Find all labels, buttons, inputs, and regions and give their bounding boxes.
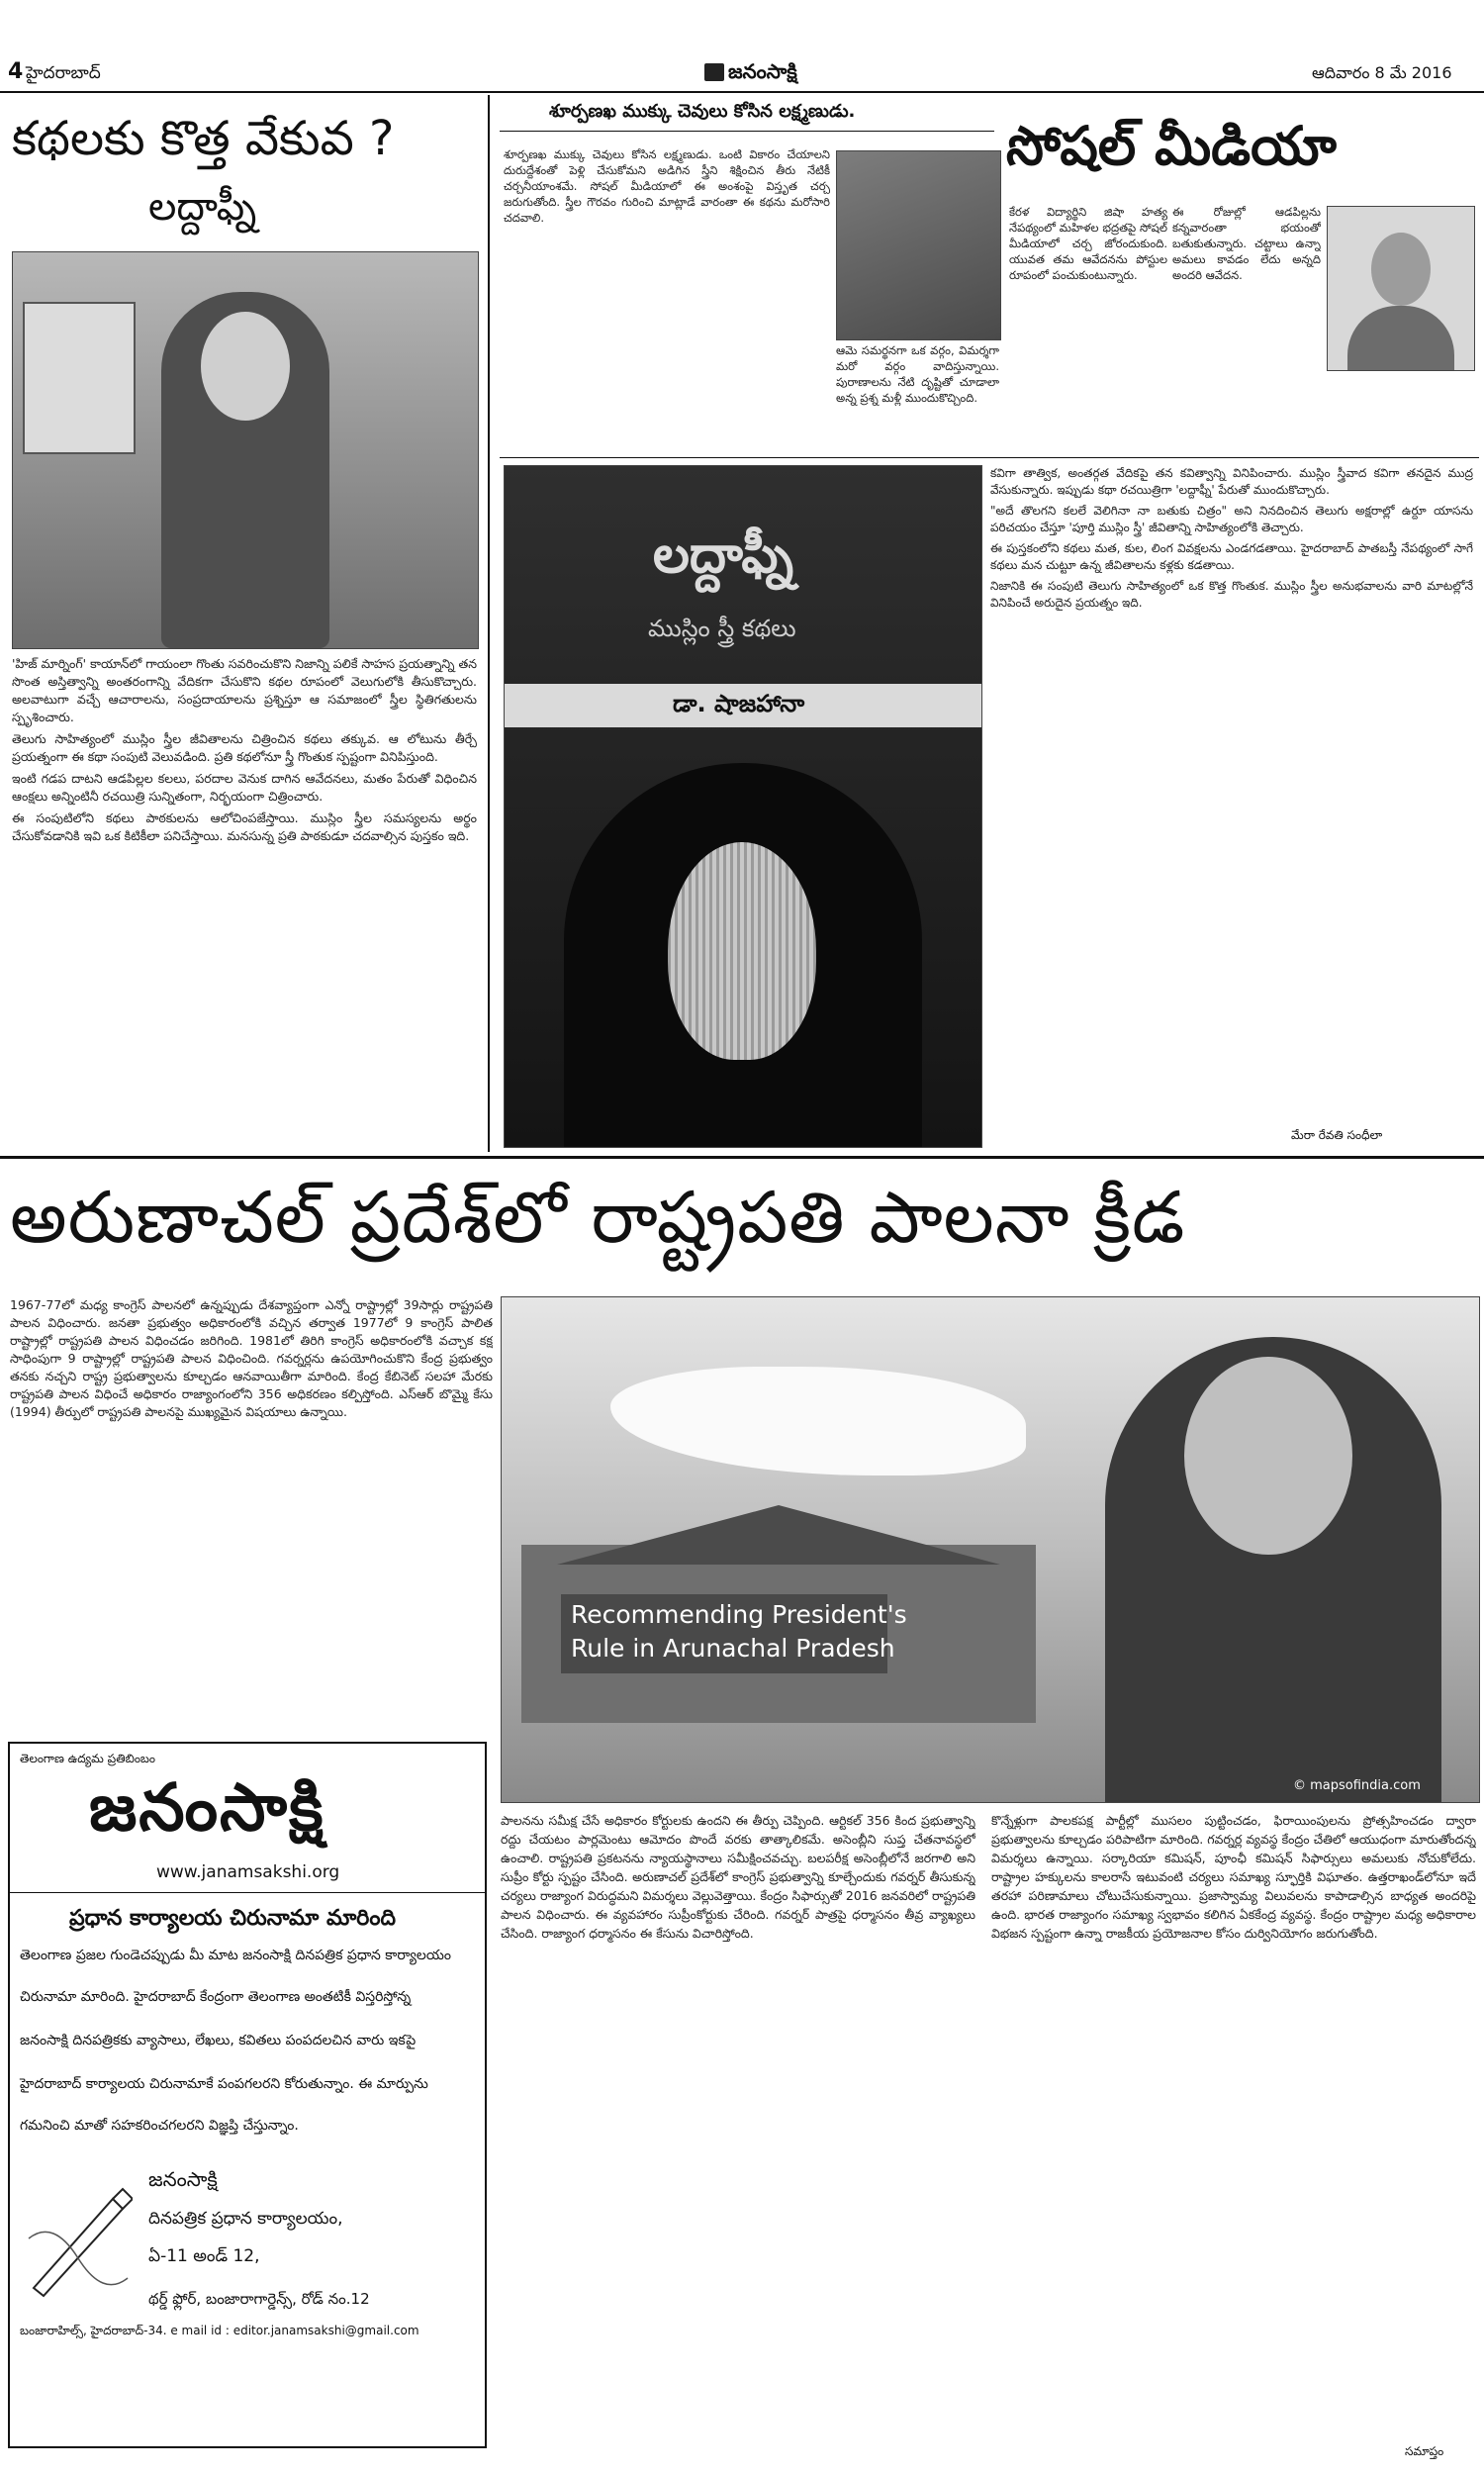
columnist-portrait (1327, 206, 1475, 371)
masthead: జనంసాక్షి (728, 59, 797, 83)
ramayana-illustration (836, 150, 1001, 340)
ad-logo: జనంసాక్షి (89, 1769, 325, 1846)
page-header (0, 0, 1484, 84)
main-headline: అరుణాచల్ ప్రదేశ్‌లో రాష్ట్రపతి పాలనా క్రీడ (10, 1176, 1186, 1259)
section-divider (0, 1156, 1484, 1159)
ad-address-line: దినపత్రిక ప్రధాన కార్యాలయం, (148, 2209, 343, 2229)
header-rule (0, 91, 1484, 93)
ad-notice-line: గమనించి మాతో సహకరించగలరని విజ్ఞప్తి చేస్తున్నాం. (20, 2118, 299, 2134)
story-column: శూర్పణఖ ముక్కు చెవులు కోసిన లక్ష్మణుడు. ఒంటి వికారం చేయాలని దురుద్దేశంతో పెళ్లి చేసుకోమని అడిగిన స్త్రీని శిక్షించిన తీరు నేటికీ చర్చనీయాంశమే. సోషల్ మీడియాలో ఈ అంశంపై విస్తృత చర్చ జరుగుతోంది. స్త్రీల గౌరవం గురించి మాట్లాడే వారంతా ఈ కథను మరోసారి చదవాలి. (504, 147, 830, 225)
janamsakshi-ad (8, 1742, 487, 2448)
story-byline: లద్దాఫ్నీ (148, 184, 257, 230)
masthead-icon (704, 63, 724, 81)
photo-caption: Recommending President's (571, 1600, 907, 1629)
book-title: లద్దాఫ్నీ (653, 525, 794, 585)
ad-notice-line: హైదరాబాద్ కార్యాలయ చిరునామాకే పంపగలరని కోరుతున్నాం. ఈ మార్పును (20, 2076, 428, 2092)
ad-notice-line: చిరునామా మారింది. హైదరాబాద్ కేంద్రంగా తెలంగాణ అంతటికీ విస్తరిస్తోన్న (20, 1989, 412, 2005)
map-silhouette (610, 1367, 1026, 1475)
paragraph: ఇంటి గడప దాటని ఆడపిల్లల కలలు, పరదాల వెనుక దాగిన ఆవేదనలు, మతం పేరుతో విధించిన ఆంక్షలు అన్నింటినీ రచయిత్రి సున్నితంగా, నిర్భయంగా చిత్రించారు. (12, 771, 477, 804)
paragraph: తెలుగు సాహిత్యంలో ముస్లిం స్త్రీల జీవితాలను చిత్రించిన కథలు తక్కువ. ఆ లోటును తీర్చే ప్రయత్నంగా ఈ కథా సంపుటి వెలువడింది. ప్రతి కథలోనూ స్త్రీ గొంతుక స్పష్టంగా వినిపిస్తుంది. (12, 731, 477, 764)
president-photo (501, 1296, 1480, 1803)
story-column: కేరళ విద్యార్థిని జిషా హత్య నేపథ్యంలో మహిళల భద్రతపై సోషల్ మీడియాలో చర్చ జోరందుకుంది. యువత తమ ఆవేదనను పోస్టుల రూపంలో పంచుకుంటున్నారు. (1009, 205, 1167, 282)
photo-caption: Rule in Arunachal Pradesh (571, 1634, 895, 1663)
paragraph: నిజానికి ఈ సంపుటి తెలుగు సాహిత్యంలో ఒక కొత్త గొంతుక. ముస్లిం స్త్రీల అనుభవాలను వారి మాటల్లోనే వినిపించే అరుదైన ప్రయత్నం ఇది. (990, 579, 1473, 610)
author-photo-shelf (23, 302, 136, 454)
paragraph: కవిగా తాత్విక, అంతర్గత వేదికపై తన కవిత్వాన్ని వినిపించారు. ముస్లిం స్త్రీవాద కవిగా తనదైన ముద్ర వేసుకున్నారు. ఇప్పుడు కథా రచయిత్రిగా 'లద్దాఫ్నీ' పేరుతో ముందుకొచ్చారు. (990, 466, 1473, 497)
paragraph: 'హిజ్ మార్నింగ్' కాయాన్‌లో గాయంలా గొంతు సవరించుకొని నిజాన్ని పలికే సాహస ప్రయత్నాన్ని తన సొంత అస్తిత్వాన్ని అంతరంగాన్ని వేదికగా చేసుకొని కథల రూపంలో వెలుగులోకి తీసుకొచ్చారు. అలవాటుగా వచ్చే ఆచారాలను, సంప్రదాయాలను ప్రశ్నిస్తూ ఆ సమాజంలో స్త్రీల స్థితిగతులను స్పృశించారు. (12, 656, 477, 724)
ad-address-line: బంజారాహిల్స్, హైదరాబాద్-34. e mail id : editor.janamsakshi@gmail.com (20, 2324, 419, 2337)
page-number: 4 (8, 59, 24, 84)
ad-address-line: థర్డ్ ఫ్లోర్, బంజారాగార్డెన్స్, రోడ్ నం.12 (148, 2290, 370, 2308)
ad-address-name: జనంసాక్షి (148, 2167, 218, 2191)
paragraph: "అదే తొలగని కలలే వెలిగినా నా బతుకు చిత్రం" అని నినదించిన తెలుగు అక్షరాల్లో ఉర్దూ యాసను పరిచయం చేస్తూ 'పూర్తి ముస్లిం స్త్రీ' జీవితాన్ని సాహిత్యంలోకి తెచ్చారు. (990, 504, 1473, 534)
kicker-rule (500, 131, 994, 132)
main-column: కొన్నేళ్లుగా పాలకపక్ష పార్టీల్లో ముసలం పుట్టించడం, ఫిరాయింపులను ప్రోత్సహించడం ద్వారా ప్రభుత్వాలను కూల్చడం పరిపాటిగా మారింది. గవర్నర్ల వ్యవస్థ కేంద్రం చేతిలో ఆయుధంగా మారుతోందన్న విమర్శలు ఉన్నాయి. సర్కారియా కమిషన్, పూంఛీ కమిషన్ సిఫార్సులు అమలుకు నోచుకోలేదు. రాష్ట్రాల హక్కులను కాలరాసే ఇటువంటి చర్యలు సమాఖ్య స్ఫూర్తికి విఘాతం. ఉత్తరాఖండ్‌లోనూ ఇదే తరహా పరిణామాలు చోటుచేసుకున్నాయి. ప్రజాస్వామ్య విలువలను కాపాడాల్సిన బాధ్యత అందరిపై ఉంది. భారత రాజ్యాంగం సమాఖ్య స్వభావం కలిగిన ఏకకేంద్ర వ్యవస్థ. కేంద్రం రాష్ట్రాల మధ్య అధికారాల విభజన స్పష్టంగా ఉన్నా రాజకీయ ప్రయోజనాల కోసం దుర్వినియోగం జరుగుతోంది. (991, 1813, 1476, 1941)
story-title: కథలకు కొత్త వేకువ ? (12, 111, 395, 166)
review-byline: మేరా రేవతి సంధీలా (1291, 1128, 1383, 1142)
ad-address-line: ఏ-11 అండ్ 12, (148, 2246, 260, 2266)
book-cover-photo (504, 465, 982, 1148)
ad-notice-line: తెలంగాణ ప్రజల గుండెచప్పుడు మీ మాట జనంసాక్షి దినపత్రిక ప్రధాన కార్యాలయం (20, 1948, 451, 1963)
review-body (990, 465, 1473, 1118)
ad-rule (10, 1892, 485, 1893)
ad-notice-title: ప్రధాన కార్యాలయ చిరునామా మారింది (69, 1906, 397, 1931)
column-divider (488, 95, 490, 1152)
edition-label: హైదరాబాద్ (26, 63, 101, 83)
ad-tagline: తెలంగాణ ఉద్యమ ప్రతిబింబం (20, 1752, 156, 1765)
story-kicker: శూర్పణఖ ముక్కు చెవులు కోసిన లక్ష్మణుడు. (549, 101, 856, 122)
story-column: ఆమె సమర్థనగా ఒక వర్గం, విమర్శగా మరో వర్గం వాదిస్తున్నాయి. పురాణాలను నేటి దృష్టితో చూడాలా అన్న ప్రశ్న మళ్లీ ముందుకొచ్చింది. (836, 343, 999, 405)
story-title: సోషల్ మీడియా (1006, 115, 1337, 177)
end-mark: సమాప్తం (1405, 2444, 1444, 2458)
book-subtitle: ముస్లిం స్త్రీ కథలు (648, 615, 796, 642)
author-photo-face (201, 312, 290, 421)
pen-illustration-icon (24, 2179, 133, 2298)
issue-date: ఆదివారం 8 మే 2016 (1312, 63, 1452, 82)
book-story-left (0, 95, 485, 1154)
president-face (1184, 1357, 1352, 1555)
paragraph: ఈ సంపుటిలోని కథలు పాఠకులను ఆలోచింపజేస్తాయి. ముస్లిం స్త్రీల సమస్యలను అర్థం చేసుకోవడానికి ఇవి ఒక కిటికీలా పనిచేస్తాయి. మనసున్న ప్రతి పాఠకుడూ చదవాల్సిన పుస్తకం ఇది. (12, 810, 477, 843)
section-rule (500, 457, 1479, 458)
book-author: డా. షాజహానా (673, 690, 805, 717)
main-column: పాలనను సమీక్ష చేసే అధికారం కోర్టులకు ఉందని ఈ తీర్పు చెప్పింది. ఆర్టికల్ 356 కింద ప్రభుత్వాన్ని రద్దు చేయటం పార్లమెంటు ఆమోదం పొందే వరకు తాత్కాలికమే. అసెంబ్లీని సుప్త చేతనావస్థలో ఉంచాలి. రాష్ట్రపతి ప్రకటనను న్యాయస్థానాలు సమీక్షించవచ్చు. బలపరీక్ష అసెంబ్లీలోనే జరగాలి అని సుప్రీం కోర్టు స్పష్టం చేసింది. అరుణాచల్ ప్రదేశ్‌లో కాంగ్రెస్ ప్రభుత్వాన్ని కూల్చేందుకు గవర్నర్ తీసుకున్న చర్యలు రాజ్యాంగ విరుద్ధమని విమర్శలు వెల్లువెత్తాయి. కేంద్రం సిఫార్సుతో 2016 జనవరిలో రాష్ట్రపతి పాలన విధించారు. ఈ వ్యవహారం సుప్రీంకోర్టుకు చేరింది. గవర్నర్ పాత్రపై ధర్మాసనం తీవ్ర వ్యాఖ్యలు చేసింది. రాజ్యాంగ ధర్మాసనం ఈ కేసును విచారిస్తోంది. (501, 1813, 975, 1941)
social-media-story (500, 95, 1479, 1154)
portrait-shoulders (1347, 306, 1454, 371)
ad-notice-line: జనంసాక్షి దినపత్రికకు వ్యాసాలు, లేఖలు, కవితలు పంపదలచిన వారు ఇకపై (20, 2033, 417, 2048)
story-body (12, 655, 477, 1150)
photo-credit: © mapsofindia.com (1293, 1778, 1421, 1793)
main-lead: 1967-77లో మధ్య కాంగ్రెస్ పాలనలో ఉన్నప్పుడు దేశవ్యాప్తంగా ఎన్నో రాష్ట్రాల్లో 39సార్లు రాష్ట్రపతి పాలన విధించారు. జనతా ప్రభుత్వం అధికారంలోకి వచ్చిన తర్వాత 1977లో 9 కాంగ్రెస్ పాలిత రాష్ట్రాల్లో రాష్ట్రపతి పాలన విధించడం జరిగింది. 1981లో తిరిగి కాంగ్రెస్ అధికారంలోకి వచ్చాక కక్ష సాధింపుగా 9 రాష్ట్రాల్లో రాష్ట్రపతి పాలన విధించింది. గవర్నర్లను ఉపయోగించుకొని కేంద్ర ప్రభుత్వం తనకు నచ్చని రాష్ట్ర ప్రభుత్వాలను కూల్చడం ఆనవాయితీగా మారింది. కేంద్ర కేబినెట్ సలహా మేరకు రాష్ట్రపతి పాలన విధించే అధికారం రాజ్యాంగంలోని 356 అధికరణం కల్పిస్తోంది. ఎస్ఆర్ బొమ్మై కేసు (1994) తీర్పులో రాష్ట్రపతి పాలనపై ముఖ్యమైన విషయాలు ఉన్నాయి. (10, 1297, 493, 1419)
paragraph: ఈ పుస్తకంలోని కథలు మత, కుల, లింగ వివక్షలను ఎండగడతాయి. హైదరాబాద్ పాతబస్తీ నేపథ్యంలో సాగే కథలు మన చుట్టూ ఉన్న జీవితాలను కళ్లకు కడతాయి. (990, 541, 1473, 572)
ad-website: www.janamsakshi.org (156, 1862, 340, 1882)
portrait-face (1371, 233, 1431, 306)
author-photo (12, 251, 479, 649)
story-column: ఈ రోజుల్లో ఆడపిల్లను కన్నవారంతా భయంతో బతుకుతున్నారు. చట్టాలు ఉన్నా అమలు కావడం లేదు అన్నది అందరి ఆవేదన. (1172, 205, 1321, 282)
face-illustration (668, 842, 816, 1060)
